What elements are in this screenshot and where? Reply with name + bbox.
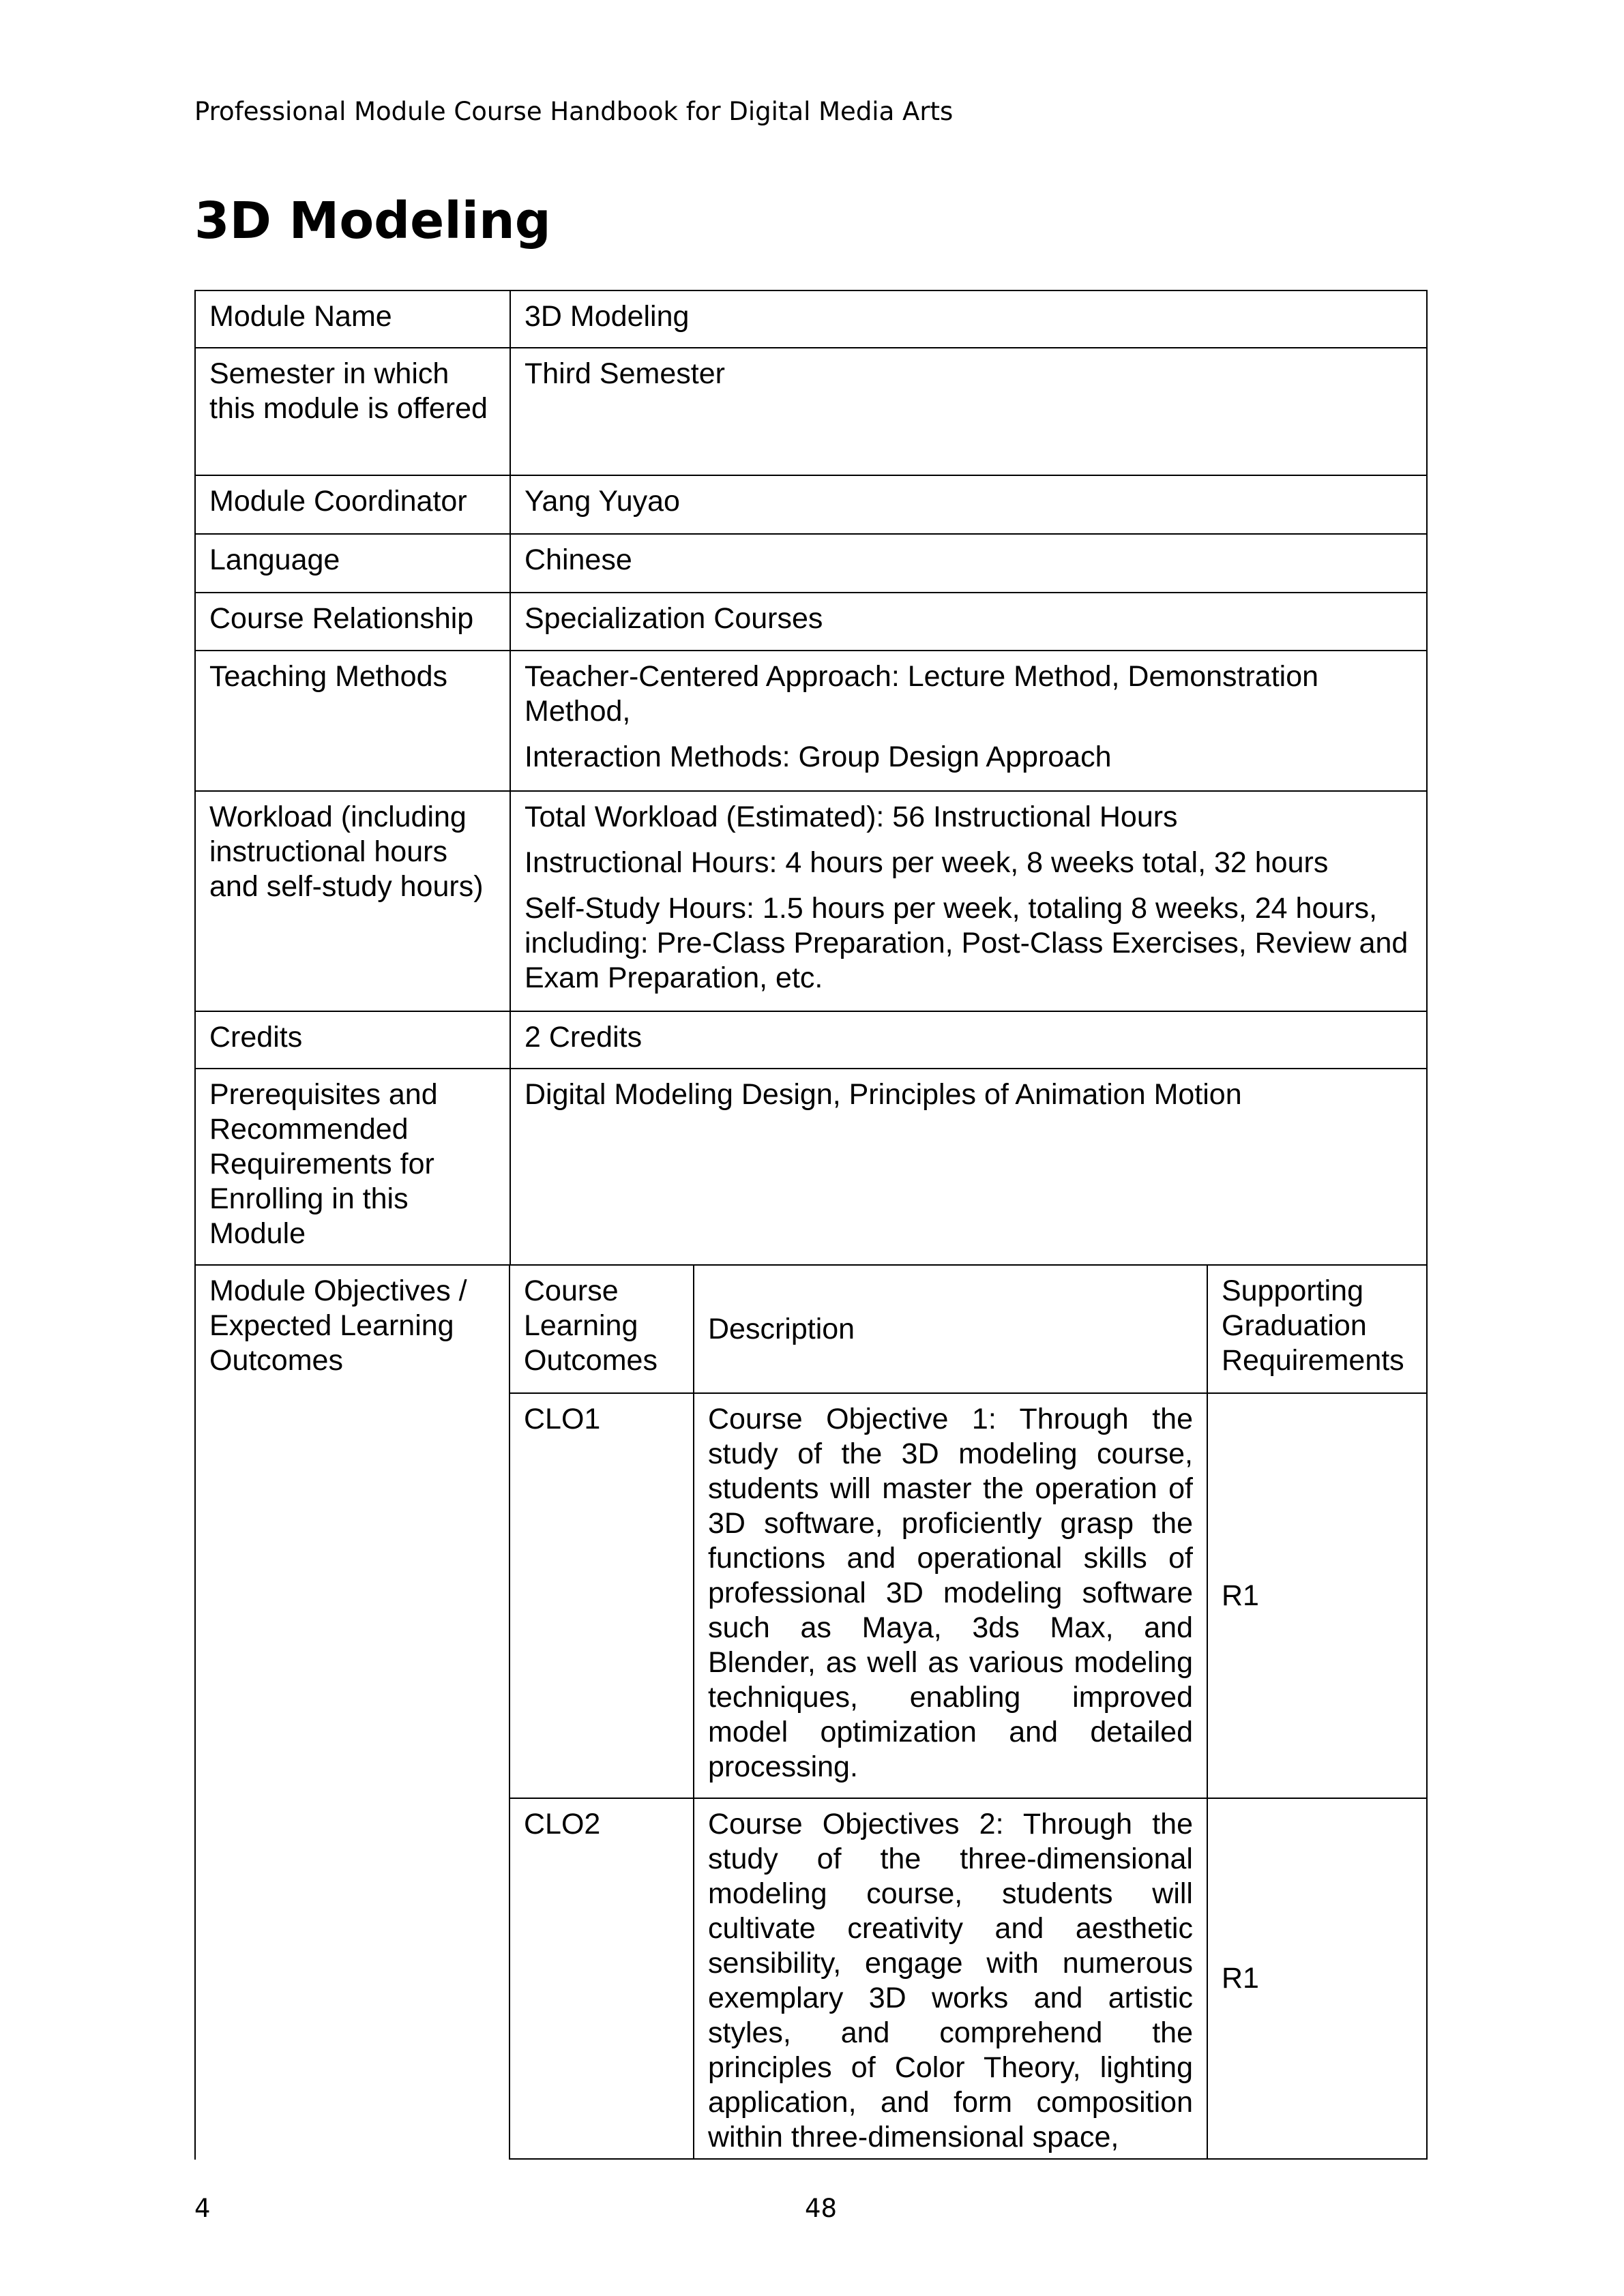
relationship-label: Course Relationship: [196, 593, 511, 650]
clo2-support-text: R1: [1222, 1962, 1259, 1995]
workload-value: [511, 792, 1426, 1011]
row-teaching: [194, 650, 1428, 792]
header-supporting-requirements: Supporting Graduation Requirements: [1222, 1274, 1404, 1377]
clo2-description: Course Objectives 2: Through the study of the three-dimensional modeling course, students will cultivate creativity and aesthetic sensibility, engage with numerous exemplary 3D works and artistic styles, and comprehend the principles of Color Theory, lighting application, and form composition within three-dimensional space,: [708, 1808, 1193, 2153]
coordinator-label: Module Coordinator: [196, 476, 511, 533]
prerequisites-label: Prerequisites and Recommended Requirements for Enrolling in this Module: [196, 1069, 511, 1264]
header-course-learning-outcomes: Course Learning Outcomes: [524, 1274, 658, 1377]
header-description: [694, 1266, 1207, 1392]
clo2-support: [1208, 1799, 1426, 2158]
teaching-label: Teaching Methods: [196, 651, 511, 790]
workload-line-2: Instructional Hours: 4 hours per week, 8 weeks total, 32 hours: [525, 846, 1329, 879]
module-name-label: Module Name: [196, 291, 511, 347]
clo1-support: [1208, 1394, 1426, 1798]
language-label: Language: [196, 535, 511, 592]
relationship-value: Specialization Courses: [525, 602, 823, 635]
row-credits: [194, 1011, 1428, 1069]
teaching-value: [511, 651, 1426, 790]
coordinator-value: Yang Yuyao: [525, 485, 680, 518]
clo1-id: CLO1: [524, 1403, 601, 1435]
module-name-value: 3D Modeling: [525, 300, 690, 333]
footer-page-number: 48: [805, 2194, 838, 2223]
row-coordinator: [194, 475, 1428, 535]
language-value: Chinese: [525, 543, 632, 576]
row-relationship: [194, 592, 1428, 651]
teaching-line-1: Teacher-Centered Approach: Lecture Method, Demonstration Method,: [525, 660, 1319, 728]
row-prerequisites: [194, 1068, 1428, 1266]
prerequisites-value: Digital Modeling Design, Principles of Animation Motion: [525, 1078, 1242, 1111]
credits-value: 2 Credits: [525, 1021, 643, 1054]
row-module-name: [194, 290, 1428, 348]
running-header: Professional Module Course Handbook for Digital Media Arts: [194, 97, 954, 126]
header-description-text: Description: [708, 1312, 855, 1345]
workload-line-1: Total Workload (Estimated): 56 Instructional Hours: [525, 801, 1178, 833]
clo2-id: CLO2: [524, 1808, 601, 1840]
teaching-line-2: Interaction Methods: Group Design Approach: [525, 741, 1112, 773]
workload-line-3: Self-Study Hours: 1.5 hours per week, totaling 8 weeks, 24 hours, including: Pre-Class Preparation, Post-Class Exercises, Review and Exam Preparation, etc.: [525, 892, 1408, 994]
semester-label: Semester in which this module is offered: [196, 348, 511, 475]
objectives-label: Module Objectives / Expected Learning Outcomes: [209, 1274, 467, 1377]
page-title: 3D Modeling: [194, 192, 551, 250]
clo1-description: Course Objective 1: Through the study of the 3D modeling course, students will master the operation of 3D software, proficiently grasp the functions and operational skills of professional 3D modeling software such as Maya, 3ds Max, and Blender, as well as various modeling techniques, enabling improved model optimization and detailed processing.: [708, 1403, 1193, 1783]
clo1-support-text: R1: [1222, 1579, 1259, 1612]
row-semester: [194, 347, 1428, 476]
row-workload: [194, 790, 1428, 1012]
credits-label: Credits: [196, 1012, 511, 1068]
semester-value: Third Semester: [525, 357, 725, 390]
workload-label: Workload (including instructional hours and self-study hours): [196, 792, 511, 1011]
row-language: [194, 533, 1428, 593]
footer-section-number: 4: [194, 2194, 211, 2223]
